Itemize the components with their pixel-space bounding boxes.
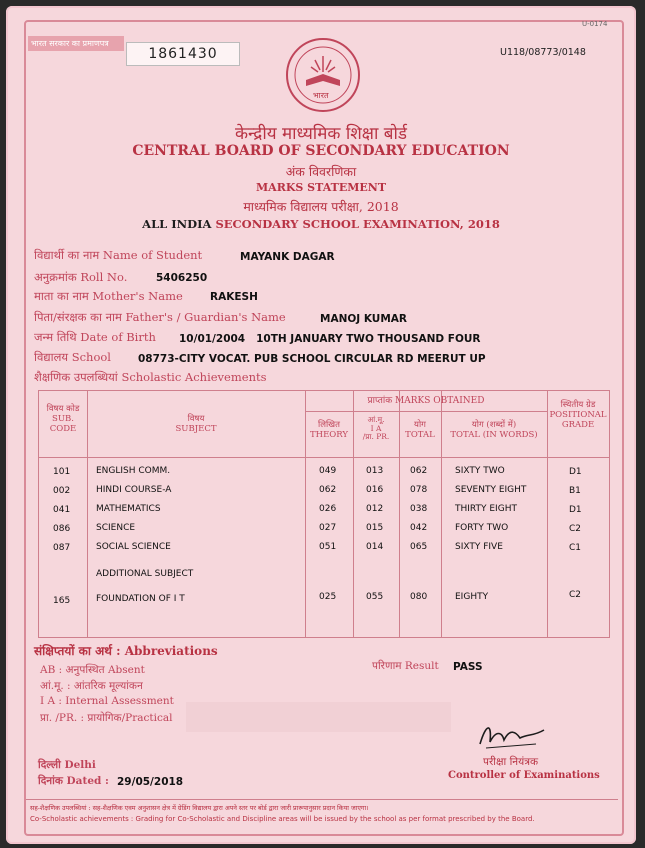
exam-title-hindi: माध्यमिक विद्यालय परीक्षा, 2018 [243,199,399,214]
row-theory: 027 [319,523,337,533]
additional-grade: C2 [569,590,582,600]
abbreviations-title: संक्षिप्तयों का अर्थ : Abbreviations [34,644,218,658]
additional-code: 165 [53,596,71,606]
row-code: 041 [53,505,71,515]
row-theory: 049 [319,466,337,476]
abbreviation-item: AB : अनुपस्थित Absent [40,664,145,676]
row-ia: 013 [366,466,384,476]
result-value: PASS [453,661,483,673]
row-words: SEVENTY EIGHT [455,485,527,495]
header-grade: स्थितीय ग्रेड POSITIONAL GRADE [549,400,607,430]
exam-title-row [6,217,636,231]
row-ia: 016 [366,485,384,495]
row-theory: 051 [319,542,337,552]
roll-number: 5406250 [156,272,208,284]
row-subject: MATHEMATICS [96,504,161,514]
field-label: शैक्षणिक उपलब्धियां Scholastic Achievements [34,370,267,384]
board-title-hindi: केन्द्रीय माध्यमिक शिक्षा बोर्ड [234,124,408,144]
row-code: 087 [53,543,71,553]
header-total: योग TOTAL [405,420,435,440]
controller-hindi: परीक्षा नियंत्रक [483,756,539,768]
row-total: 065 [410,542,428,552]
additional-words: EIGHTY [455,592,489,602]
row-total: 042 [410,523,428,533]
row-total: 062 [410,466,428,476]
date-value: 29/05/2018 [117,776,184,788]
mother-name: RAKESH [210,291,258,303]
additional-ia: 055 [366,592,384,602]
row-grade: C1 [569,543,582,553]
row-grade: D1 [569,467,582,477]
additional-subject: FOUNDATION OF I T [96,594,185,604]
footer-english: Co-Scholastic achievements : Grading for Co-Scholastic and Discipline areas will be issued by the school as per format prescribed by the Board. [30,815,535,823]
header-code: विषय कोड SUB. CODE [46,404,80,434]
footer-hindi: सह-शैक्षणिक उपलब्धियां : सह-शैक्षणिक एवम अनुशासन क्षेत्र में ग्रेडिंग विद्यालय द्वारा अपने स्तर पर बोर्ड द्वारा जारी प्रारूपानुसार प्रदान किया जाएगा। [30,804,369,812]
row-ia: 015 [366,523,384,533]
reference-number: U118/08773/0148 [500,47,586,58]
blurred-region [186,702,451,732]
place: दिल्ली Delhi [38,759,96,771]
row-words: SIXTY TWO [455,466,505,476]
field-label: विद्यार्थी का नाम Name of Student [34,248,203,262]
marks-statement-hindi: अंक विवरणिका [285,164,357,179]
row-ia: 014 [366,542,384,552]
father-name: MANOJ KUMAR [320,313,407,325]
row-subject: SCIENCE [96,523,136,533]
student-name: MAYANK DAGAR [240,251,335,263]
emblem-caption: भारत [313,91,329,100]
abbreviation-item: I A : Internal Assessment [40,695,174,707]
row-words: FORTY TWO [455,523,509,533]
board-title-english: CENTRAL BOARD OF SECONDARY EDUCATION [132,143,510,159]
marks-table [38,390,610,638]
school-name: 08773-CITY VOCAT. PUB SCHOOL CIRCULAR RD MEERUT UP [138,353,486,365]
row-words: SIXTY FIVE [455,542,503,552]
row-code: 101 [53,467,71,477]
row-total: 078 [410,485,428,495]
result-label: परिणाम Result [372,660,439,672]
header-total-words: योग (शब्दों में) TOTAL (IN WORDS) [450,420,538,440]
row-grade: D1 [569,505,582,515]
row-theory: 026 [319,504,337,514]
row-subject: HINDI COURSE-A [96,485,172,495]
header-marks-obtained: प्राप्तांक MARKS OBTAINED [367,396,485,406]
field-label: विद्यालय School [34,350,111,364]
header-subject: विषय SUBJECT [175,414,217,434]
additional-theory: 025 [319,592,337,602]
row-theory: 062 [319,485,337,495]
marks-statement-english: MARKS STATEMENT [255,181,387,194]
marks-statement-document [6,6,636,844]
row-code: 002 [53,486,71,496]
additional-total: 080 [410,592,428,602]
row-words: THIRTY EIGHT [455,504,517,514]
field-label: पिता/संरक्षक का नाम Father's / Guardian's Name [34,310,286,324]
exam-title-english: SECONDARY SCHOOL EXAMINATION, 2018 [215,217,500,231]
cbse-emblem-icon [284,36,362,114]
signature-icon [476,718,548,752]
row-subject: SOCIAL SCIENCE [96,542,171,552]
exam-prefix: ALL INDIA [142,217,212,231]
field-label: अनुक्रमांक Roll No. [34,270,128,284]
corner-code: U-0174 [582,20,608,28]
serial-number-box: 1861430 [126,42,240,66]
date-of-birth: 10/01/2004 10TH JANUARY TWO THOUSAND FOUR [179,333,481,345]
field-label: जन्म तिथि Date of Birth [34,330,156,344]
row-grade: C2 [569,524,582,534]
abbreviation-item: आं.मू. : आंतरिक मूल्यांकन [40,680,143,692]
header-ia: आं.मू. I A /प्रा. PR. [362,415,390,442]
header-theory: लिखित THEORY [309,420,348,440]
row-ia: 012 [366,504,384,514]
additional-subject-label: ADDITIONAL SUBJECT [96,569,194,579]
abbreviation-item: प्रा. /PR. : प्रायोगिक/Practical [40,712,173,724]
controller-english: Controller of Examinations [448,770,600,781]
field-label: माता का नाम Mother's Name [34,289,183,303]
row-code: 086 [53,524,71,534]
date-label: दिनांक Dated : [38,775,109,787]
row-subject: ENGLISH COMM. [96,466,171,476]
row-total: 038 [410,504,428,514]
top-left-stamp: भारत सरकार का प्रमाणपत्र [28,36,124,51]
row-grade: B1 [569,486,581,496]
